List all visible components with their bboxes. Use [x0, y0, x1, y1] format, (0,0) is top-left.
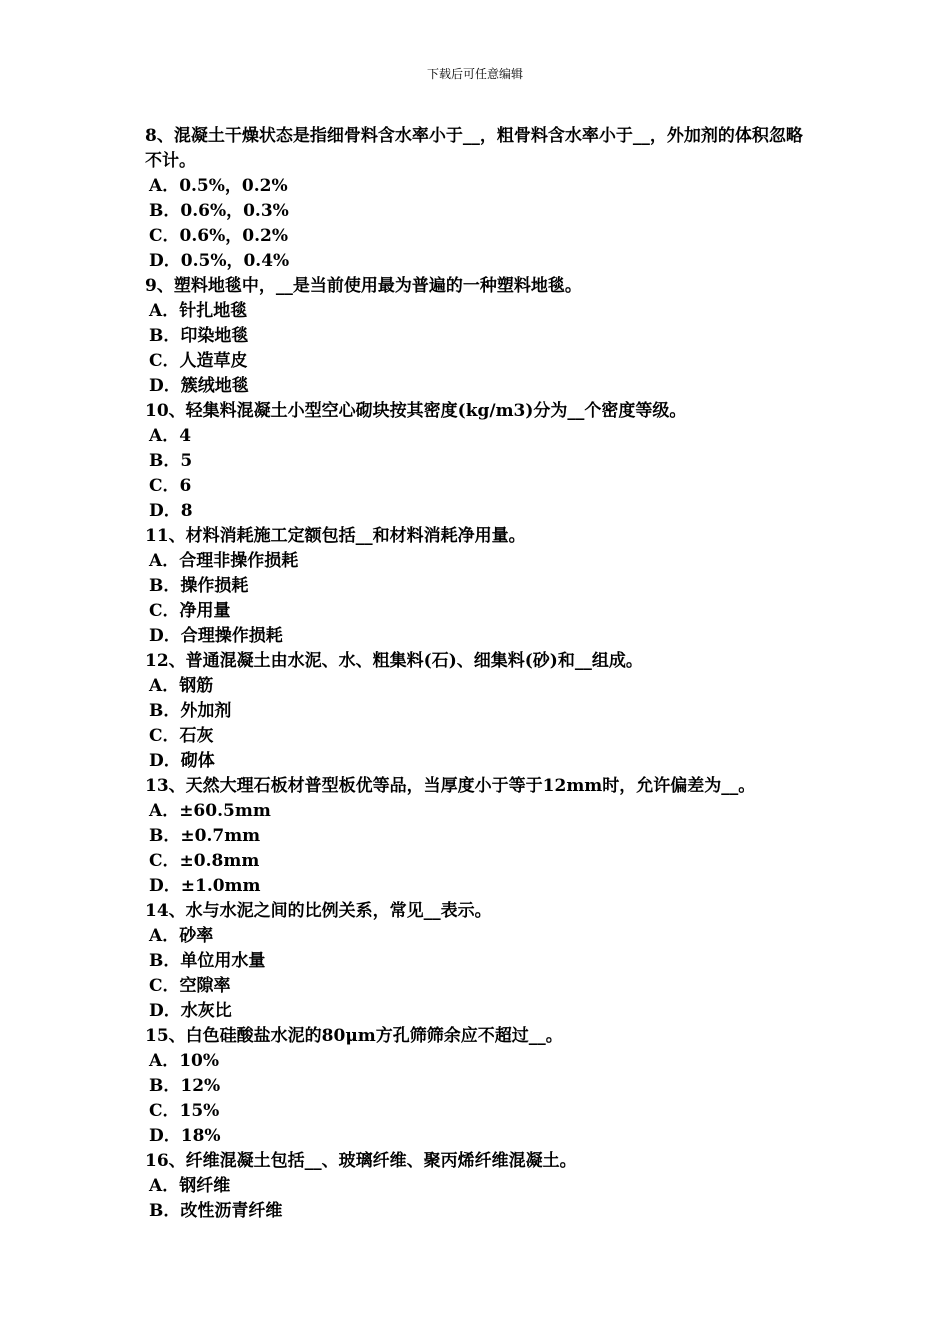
question-text: 16、纤维混凝土包括__、玻璃纤维、聚丙烯纤维混凝土。 [145, 1151, 577, 1171]
option-c: C．0.6%，0.2% [149, 226, 288, 246]
option-a: A．合理非操作损耗 [149, 551, 299, 571]
option-d: D．±1.0mm [149, 876, 261, 896]
question-text: 12、普通混凝土由水泥、水、粗集料(石)、细集料(砂)和__组成。 [145, 651, 643, 671]
option-c: C．±0.8mm [149, 851, 260, 871]
option-b: B．0.6%，0.3% [149, 201, 289, 221]
option-b: B．单位用水量 [149, 951, 266, 971]
question-block [145, 524, 813, 649]
option-d: D．水灰比 [149, 1001, 232, 1021]
option-d: D．8 [149, 501, 193, 521]
question-text: 9、塑料地毯中，__是当前使用最为普遍的一种塑料地毯。 [145, 276, 582, 296]
question-text: 15、白色硅酸盐水泥的80μm方孔筛筛余应不超过__。 [145, 1026, 563, 1046]
option-d: D．0.5%，0.4% [149, 251, 290, 271]
question-text: 8、混凝土干燥状态是指细骨料含水率小于__，粗骨料含水率小于__，外加剂的体积忽略不计。 [145, 126, 803, 171]
option-c: C．6 [149, 476, 192, 496]
option-a: A．±60.5mm [149, 801, 271, 821]
question-block [145, 899, 813, 1024]
option-c: C．15% [149, 1101, 220, 1121]
option-d: D．18% [149, 1126, 221, 1146]
option-a: A．4 [149, 426, 192, 446]
option-d: D．簇绒地毯 [149, 376, 249, 396]
question-text: 13、天然大理石板材普型板优等品，当厚度小于等于12mm时，允许偏差为__。 [145, 776, 756, 796]
option-c: C．净用量 [149, 601, 231, 621]
option-c: C．石灰 [149, 726, 214, 746]
option-c: C．人造草皮 [149, 351, 248, 371]
option-d: D．砌体 [149, 751, 215, 771]
option-b: B．5 [149, 451, 193, 471]
option-b: B．外加剂 [149, 701, 232, 721]
option-b: B．±0.7mm [149, 826, 261, 846]
option-b: B．12% [149, 1076, 221, 1096]
question-block [145, 649, 813, 774]
option-b: B．改性沥青纤维 [149, 1201, 283, 1221]
option-a: A．钢筋 [149, 676, 214, 696]
question-block [145, 1024, 813, 1149]
question-text: 11、材料消耗施工定额包括__和材料消耗净用量。 [145, 526, 526, 546]
option-c: C．空隙率 [149, 976, 231, 996]
question-block [145, 124, 813, 274]
option-a: A．0.5%，0.2% [149, 176, 288, 196]
question-block [145, 774, 813, 899]
option-a: A．10% [149, 1051, 220, 1071]
option-d: D．合理操作损耗 [149, 626, 283, 646]
question-text: 10、轻集料混凝土小型空心砌块按其密度(kg/m3)分为__个密度等级。 [145, 401, 687, 421]
option-a: A．钢纤维 [149, 1176, 231, 1196]
question-block [145, 1149, 813, 1224]
option-a: A．针扎地毯 [149, 301, 248, 321]
question-block [145, 399, 813, 524]
question-block [145, 274, 813, 399]
option-b: B．操作损耗 [149, 576, 249, 596]
header-note: 下载后可任意编辑 [426, 67, 523, 81]
question-text: 14、水与水泥之间的比例关系，常见__表示。 [145, 901, 492, 921]
option-a: A．砂率 [149, 926, 214, 946]
question-list [145, 124, 813, 1224]
option-b: B．印染地毯 [149, 326, 249, 346]
